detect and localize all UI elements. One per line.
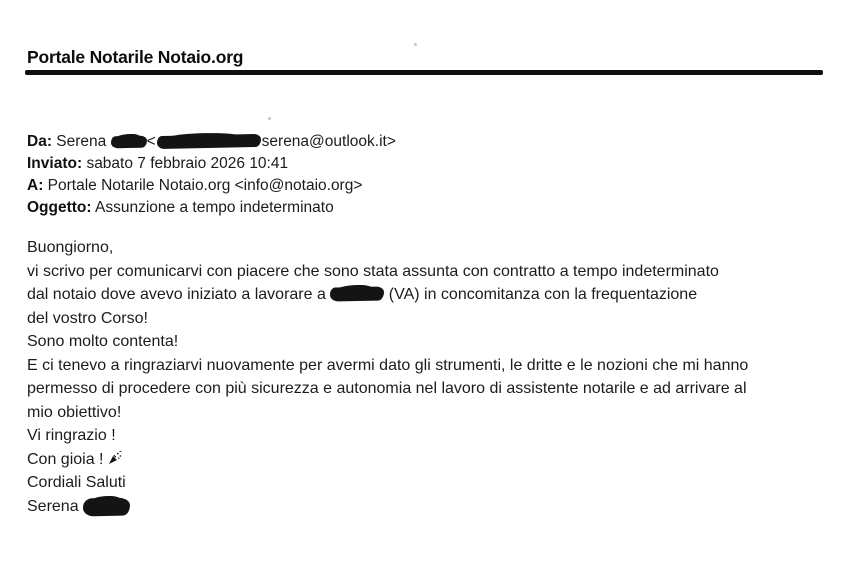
to-line [27,175,396,197]
body-line: vi scrivo per comunicarvi con piacere che sono stata assunta con contratto a tempo indeterminato [27,262,719,280]
body-text: (VA) in concomitanza con la frequentazione [388,286,698,303]
from-label: Da: [27,133,52,150]
body-line: Vi ringrazio ! [27,427,116,444]
signature-name: Serena [27,497,79,515]
body-text: Con gioia ! [27,450,104,468]
subject-label: Oggetto: [27,199,92,216]
scan-speck [414,43,417,46]
body-text: dal notaio dove avevo iniziato a lavorare a [27,286,326,303]
page-title: Portale Notarile Notaio.org [27,47,244,67]
email-header-block [27,131,396,219]
sent-label: Inviato: [27,155,83,172]
redaction-from-email-prefix [157,134,261,149]
to-value: Portale Notarile Notaio.org <info@notaio.org> [47,177,363,194]
scan-speck [268,117,271,120]
subject-line [27,197,396,219]
signature-line [27,495,748,519]
subject-value: Assunzione a tempo indeterminato [95,199,334,216]
from-name: Serena [56,133,107,150]
body-line [27,283,748,307]
redaction-workplace [330,286,384,301]
sent-line [27,153,396,175]
body-line: E ci tenevo a ringraziarvi nuovamente per avermi dato gli strumenti, le dritte e le nozioni che mi hanno [27,356,749,374]
redaction-from-surname [110,136,146,149]
from-line [27,131,396,153]
from-angle-open: < [146,133,156,150]
body-line: mio obiettivo! [27,403,122,421]
party-popper-icon [107,450,123,466]
body-line: Buongiorno, [27,239,114,256]
from-email: serena@outlook.it> [261,133,396,150]
header-divider [25,70,823,75]
body-line: Sono molto contenta! [27,333,179,350]
to-label: A: [27,177,44,194]
redaction-signature-surname [83,497,130,516]
body-line [27,448,748,472]
body-line: del vostro Corso! [27,309,148,327]
body-line: Cordiali Saluti [27,474,126,491]
sent-value: sabato 7 febbraio 2026 10:41 [86,155,289,172]
body-line: permesso di procedere con più sicurezza e autonomia nel lavoro di assistente notarile e ad arrivare al [27,380,747,397]
email-body [27,236,748,518]
